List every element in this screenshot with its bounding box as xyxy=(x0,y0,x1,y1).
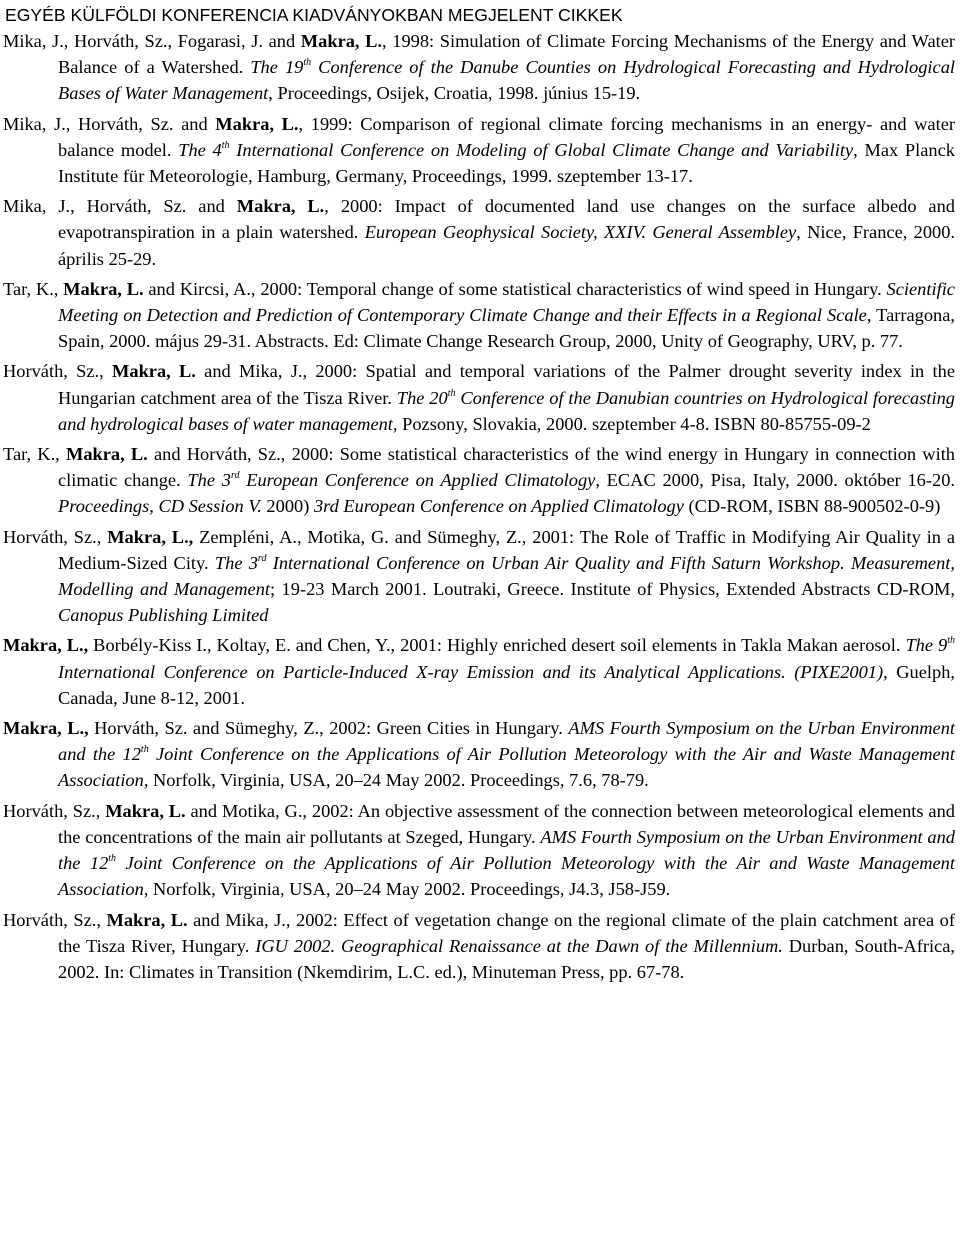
publication-venue: Joint Conference on the Applications of Air Pollution Meteorology with the Air and Waste Management Association xyxy=(58,853,955,900)
publication-venue: The 4 xyxy=(178,139,222,160)
ordinal-superscript: th xyxy=(140,744,149,756)
author-highlight: Makra, L. xyxy=(300,31,383,51)
author-highlight: Makra, L., xyxy=(107,526,194,547)
reference-text: , Pozsony, Slovakia, 2000. szeptember 4-8. ISBN 80-85755-09-2 xyxy=(392,413,871,434)
reference-text: , Tarragona, Spain, 2000. május 29-31. Abstracts. Ed: Climate Change Research Group, 2000, Unity of Geography, URV, p. 77. xyxy=(58,305,955,352)
reference-text: and Mika, J., 2002: Effect of vegetation change on the regional climate of the plain catchment area of the Tisza River, Hungary. xyxy=(58,909,955,956)
reference-text: and Motika, G., 2002: An objective assessment of the connection between meteorological elements and the concentrations of the main air pollutants at Szeged, Hungary. xyxy=(58,800,955,847)
reference-text: and Kircsi, A., 2000: Temporal change of some statistical characteristics of wind speed in Hungary. xyxy=(143,278,887,299)
reference-text: Durban, South-Africa, 2002. In: Climates in Transition (Nkemdirim, L.C. ed.), Minuteman Press, pp. 67-78. xyxy=(58,935,955,982)
reference-entry xyxy=(3,907,955,986)
ordinal-superscript: rd xyxy=(257,552,267,564)
publication-venue: AMS Fourth Symposium on the Urban Environment and the 12 xyxy=(58,718,956,765)
reference-entry xyxy=(3,111,955,190)
publication-venue: The 19 xyxy=(250,57,304,78)
reference-entry xyxy=(3,524,955,629)
ordinal-superscript: th xyxy=(447,387,456,399)
author-highlight: Makra, L., xyxy=(3,718,89,739)
reference-text: (CD-ROM, ISBN 88-900502-0-9) xyxy=(683,496,941,517)
publication-venue: The 9 xyxy=(905,635,948,656)
reference-text: Mika, J., Horváth, Sz. and xyxy=(3,113,216,134)
reference-entry xyxy=(3,358,955,437)
ordinal-superscript: th xyxy=(221,139,230,151)
reference-entry xyxy=(3,28,955,107)
section-heading: EGYÉB KÜLFÖLDI KONFERENCIA KIADVÁNYOKBAN MEGJELENT CIKKEK xyxy=(5,5,623,25)
reference-entry xyxy=(3,715,955,794)
publication-venue: European Geophysical Society, XXIV. General Assembley xyxy=(364,222,797,243)
reference-text: Mika, J., Horváth, Sz. and xyxy=(3,196,237,217)
author-highlight: Makra, L. xyxy=(63,278,144,299)
ordinal-superscript: th xyxy=(947,635,956,647)
reference-text: Horváth, Sz. and Sümeghy, Z., 2002: Green Cities in Hungary. xyxy=(88,718,569,739)
publication-venue: International Conference on Particle-Induced X-ray Emission and its Analytical Applications. (PIXE2001) xyxy=(58,661,884,682)
ordinal-superscript: th xyxy=(303,57,312,69)
reference-text: Horváth, Sz., xyxy=(3,909,107,930)
reference-text: , Norfolk, Virginia, USA, 20–24 May 2002. Proceedings, 7.6, 78-79. xyxy=(143,770,649,791)
author-highlight: Makra, L. xyxy=(106,909,188,930)
author-highlight: Makra, L. xyxy=(215,113,299,134)
publication-venue: Proceedings, CD Session V. xyxy=(58,496,262,517)
publication-venue: Scientific Meeting on Detection and Prediction of Contemporary Climate Change and their Effects in a Regional Scale xyxy=(58,278,955,326)
reference-entry xyxy=(3,798,955,903)
reference-text: Borbély-Kiss I., Koltay, E. and Chen, Y., 2001: Highly enriched desert soil elements in Takla Makan aerosol. xyxy=(88,635,906,656)
publication-venue: Joint Conference on the Applications of Air Pollution Meteorology with the Air and Waste Management Association xyxy=(58,744,955,791)
reference-text: Tar, K., xyxy=(3,278,64,299)
reference-entry xyxy=(3,276,955,355)
author-highlight: Makra, L., xyxy=(3,635,89,656)
author-highlight: Makra, L. xyxy=(236,196,325,217)
reference-entry xyxy=(3,193,955,272)
reference-text: , Max Planck Institute für Meteorologie, Hamburg, Germany, Proceedings, 1999. szeptember 13-17. xyxy=(58,139,955,187)
reference-text: , Guelph, Canada, June 8-12, 2001. xyxy=(58,661,955,708)
reference-text: Horváth, Sz., xyxy=(3,800,106,821)
publication-venue: Conference of the Danubian countries on Hydrological forecasting and hydrological bases of water management xyxy=(58,387,955,434)
reference-text: Horváth, Sz., xyxy=(3,361,113,382)
reference-text: ; 19-23 March 2001. Loutraki, Greece. Institute of Physics, Extended Abstracts CD-ROM, xyxy=(270,579,956,600)
reference-text: Tar, K., xyxy=(3,444,66,465)
publication-venue: The 3 xyxy=(214,552,258,573)
reference-text: 2000) xyxy=(261,496,314,517)
ordinal-superscript: rd xyxy=(230,470,240,482)
reference-text: and Horváth, Sz., 2000: Some statistical characteristics of the wind energy in Hungary in connection with climatic change. xyxy=(58,444,955,491)
publication-venue: AMS Fourth Symposium on the Urban Environment and the 12 xyxy=(58,826,955,874)
reference-text: , Proceedings, Osijek, Croatia, 1998. június 15-19. xyxy=(268,83,641,104)
reference-text: , 2000: Impact of documented land use changes on the surface albedo and evapotranspiration in a plain watershed. xyxy=(58,196,955,243)
publication-venue: The 20 xyxy=(396,387,448,408)
reference-text: Zempléni, A., Motika, G. and Sümeghy, Z., 2001: The Role of Traffic in Modifying Air Quality in a Medium-Sized City. xyxy=(58,526,956,573)
reference-text: , 1998: Simulation of Climate Forcing Mechanisms of the Energy and Water Balance of a Watershed. xyxy=(58,31,955,78)
author-highlight: Makra, L. xyxy=(65,444,148,465)
reference-text: , 1999: Comparison of regional climate forcing mechanisms in an energy- and water balance model. xyxy=(58,113,955,160)
reference-entry xyxy=(3,632,955,711)
publication-venue: European Conference on Applied Climatology xyxy=(239,470,596,491)
reference-text: , Nice, France, 2000. április 25-29. xyxy=(58,222,956,269)
publication-venue: International Conference on Modeling of Global Climate Change and Variability xyxy=(229,139,854,160)
publication-venue: 3rd European Conference on Applied Climatology xyxy=(313,496,684,517)
reference-text: , ECAC 2000, Pisa, Italy, 2000. október 16-20. xyxy=(595,470,955,491)
publication-venue: International Conference on Urban Air Quality and Fifth Saturn Workshop. Measurement, Modelling and Management xyxy=(58,552,955,600)
reference-text: and Mika, J., 2000: Spatial and temporal variations of the Palmer drought severity index in the Hungarian catchment area of the Tisza River. xyxy=(58,361,956,408)
reference-text: , Norfolk, Virginia, USA, 20–24 May 2002. Proceedings, J4.3, J58-J59. xyxy=(143,879,671,900)
reference-text: Horváth, Sz., xyxy=(3,526,108,547)
publication-venue: IGU 2002. Geographical Renaissance at the Dawn of the Millennium. xyxy=(255,935,783,956)
reference-list xyxy=(3,28,955,985)
reference-entry xyxy=(3,441,955,520)
publication-venue: Conference of the Danube Counties on Hydrological Forecasting and Hydrological Bases of Water Management xyxy=(58,57,956,104)
publication-venue: The 3 xyxy=(187,470,231,491)
reference-text: Mika, J., Horváth, Sz., Fogarasi, J. and xyxy=(3,31,301,51)
ordinal-superscript: th xyxy=(108,853,117,865)
publication-venue: Canopus Publishing Limited xyxy=(58,605,269,626)
author-highlight: Makra, L. xyxy=(105,800,186,821)
author-highlight: Makra, L. xyxy=(112,361,196,382)
